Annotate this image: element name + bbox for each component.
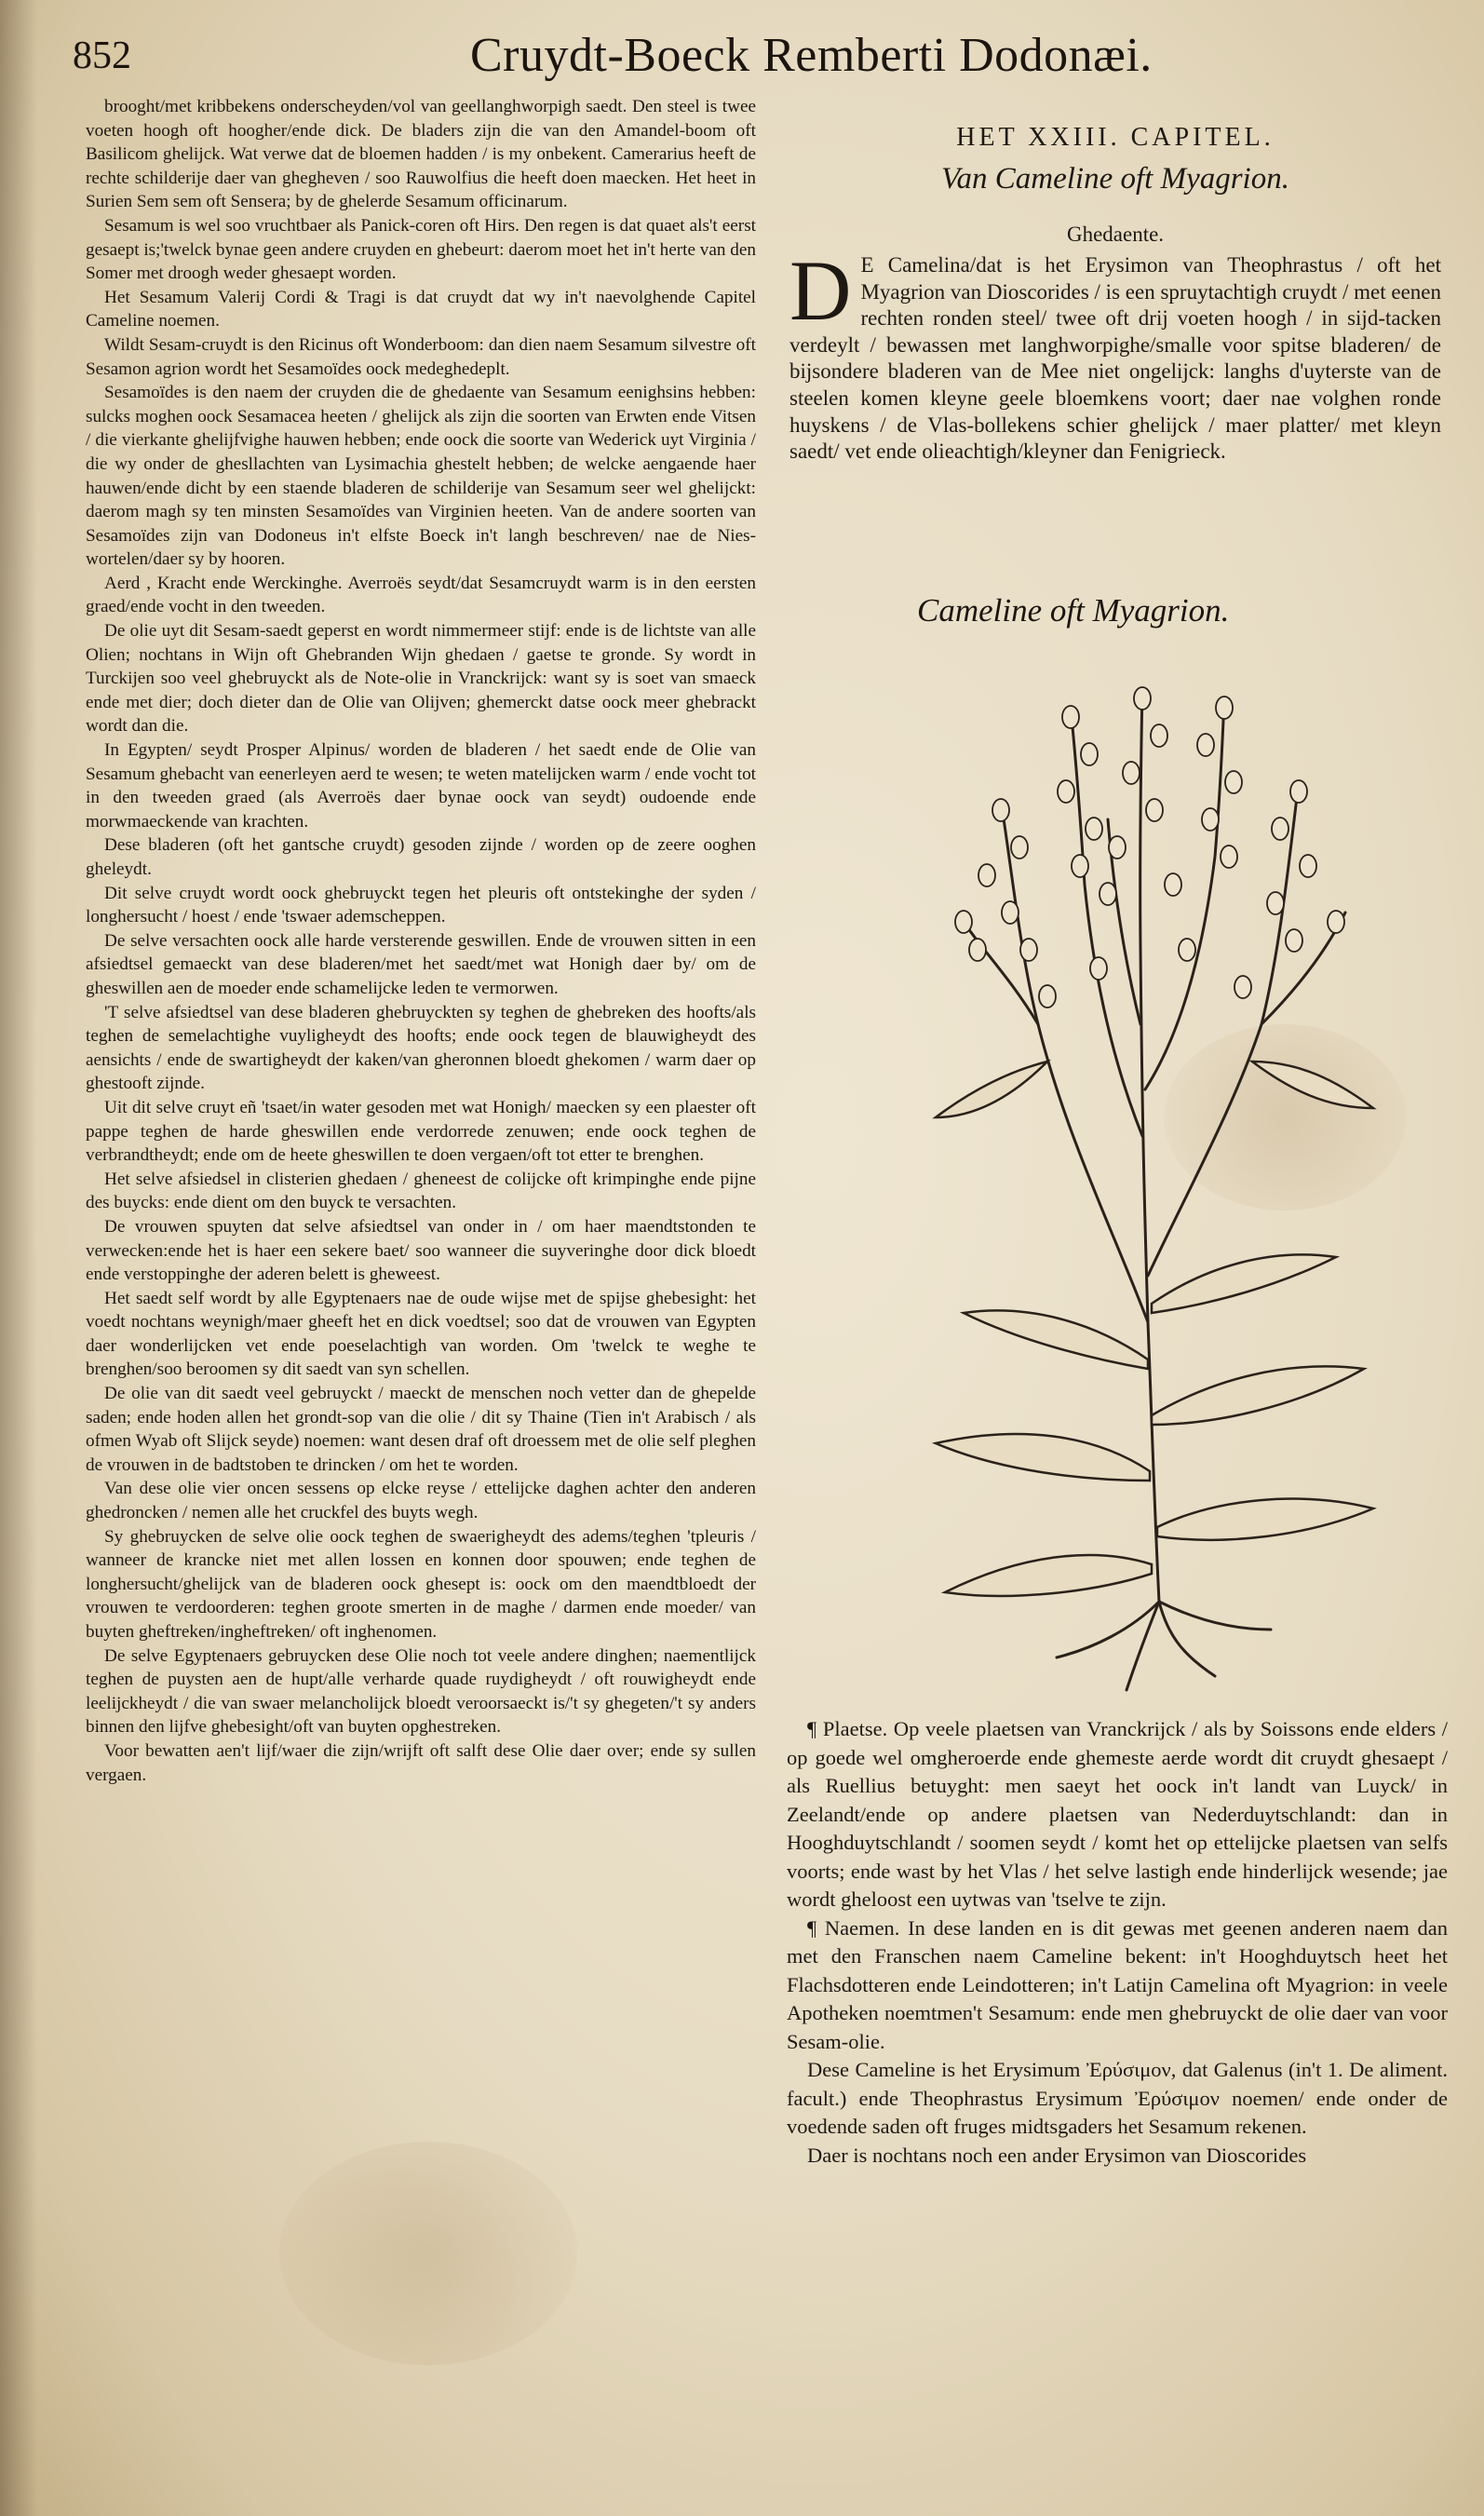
right-paragraph: ¶ Plaetse. Op veele plaetsen van Vranckrijck / als by Soissons ende elders / op goede wel omgheroerde ende ghemeste aerde wordt dit cruydt ghesaept / als Ruellius betuyght: men saeyt het oock in't landt van Luyck/ in Zeelandt/ende op andere plaetsen van Nederduytschlandt: dan in Hooghduytschlandt / soomen seydt / komt het op ettelijcke plaetsen van selfs voorts; ende wast by het Vlas / het selve lastigh ende hinderlijck wesende; jae wordt gheloost een uytwas van 'tselve te zijn.	[787, 1717, 1448, 1911]
left-paragraph: brooght/met kribbekens onderscheyden/vol van geellanghworpigh saedt. Den steel is twee voeten hoogh oft hoogher/ende dick. De bladers zijn die van den Amandel-boom oft Basilicom ghelijck. Wat verwe dat de bloemen hadden / is my onbekent. Camerarius heeft de rechte schilderije daer van ghegheven / soo Rauwolfius die heeft doen maecken. Het heet in Surien Sem sem oft Sensera; by de ghelerde Sesamum officinarum.	[86, 97, 756, 212]
right-lower-text	[787, 1715, 1448, 2170]
left-paragraph: Sesamoïdes is den naem der cruyden die de ghedaente van Sesamum eenighsins hebben: sulcks moghen oock Sesamacea heeten / ghelijck als zijn die soorten van Erwten ende Vitsen / die vierkante ghelijfvighe hauwen hebben; ende oock die soorte van Wederick uyt Virginia / die wy onder de ghesllachten van Lysimachia ghestelt hebben; de welcke aengaende haer hauwen/ende dicht by een staende bladeren de schilderije van Sesamum seer wel ghelijckt: daerom magh sy ten minsten Sesamoïdes van Virginien heeten. Van de andere soorten van Sesamoïdes zijn van Dodoneus in't elfste Boeck in't langh beschreven/ nae de Nies-wortelen/daer sy by hooren.	[86, 383, 756, 570]
left-paragraph: Sy ghebruycken de selve olie oock teghen de swaerigheydt des adems/teghen 'tpleuris / wanneer de krancke niet met allen lossen en konnen door spouwen; ende teghen de longhersucht/ghelijck van de bladeren oock ghesept is: oock om den maendtbloedt der vrouwen te verdoorderen: teghen groote smerten in de maghe / darmen ende moeder/ van buyten gheftreken/ingheftreken/ oft inghenomen.	[86, 1526, 756, 1642]
left-paragraph: De selve Egyptenaers gebruycken dese Olie noch tot veele andere dinghen; naementlijck teghen de puysten aen de hupt/alle verharde quade ruydigheydt / oft rouwigheydt ende leelijckheydt / die van swaer melancholijck bloedt veroorsaeckt is/'t sy ghegeten/'t sy anders binnen den lijfve ghebesight/oft van buyten opghestreken.	[86, 1645, 756, 1738]
left-paragraph: Sesamum is wel soo vruchtbaer als Panick-coren oft Hirs. Den regen is dat quaet als't eerst gesaept is;'twelck bynae geen andere cruyden en ghebeurt: daerom moet het in't herte van den Somer met droogh weder ghesaept worden.	[86, 215, 756, 284]
chapter-block	[789, 95, 1441, 466]
left-paragraph: Uit dit selve cruyt eñ 'tsaet/in water gesoden met wat Honigh/ maecken sy een plaester oft pappe teghen de harde gheswillen ende verdorrede zenuwen; ende oock teghen de verbrandtheydt; ende om de heete gheswillen te doen vergaen/oft tot etter te brenghen.	[86, 1097, 756, 1166]
leaf	[945, 1555, 1152, 1596]
right-paragraph: ¶ Naemen. In dese landen en is dit gewas met geenen anderen naem dan met den Franschen naem Cameline bekent: in't Hooghduytsch heet het Flachsdotteren ende Leindotteren; in't Latijn Camelina oft Myagrion: in veele Apotheken noemtmen't Sesamum: ende men ghebruyckt de olie daer van voor Sesam-olie.	[787, 1915, 1448, 2053]
section-label: Ghedaente.	[1066, 223, 1165, 246]
left-paragraph: In Egypten/ seydt Prosper Alpinus/ worden de bladeren / het saedt ende de Olie van Sesamum ghebacht van eenerleyen aerd te wesen; te weten matelijcken warm / ende vocht tot in den tweeden graed (als Averroës daer bynae oock van seydt) oudoende ende morwmaeckende van krachten.	[86, 740, 756, 832]
left-paragraph: Van dese olie vier oncen sessens op elcke reyse / ettelijcke daghen achter den anderen ghedroncken / nemen alle het cruckfel des buyts wegh.	[86, 1479, 756, 1523]
left-paragraph: De vrouwen spuyten dat selve afsiedtsel van onder in / om haer maendtstonden te verwecken:ende het is haer een sekere baet/ soo wanneer die suyveringhe door dick bloedt ende verstoppinghe der aderen belett is gheweest.	[86, 1216, 756, 1285]
chapter-subtitle: Van Cameline oft Myagrion.	[941, 162, 1289, 196]
left-paragraph: De olie uyt dit Sesam-saedt geperst en wordt nimmermeer stijf: ende is de lichtste van alle Olien; nochtans in Wijn oft Ghebranden Wijn ghedaen / gaetse te gronde. Sy wordt in Turckijen soo veel ghebruyckt als de Note-olie in Vranckrijck: want sy is soet van smaeck ende met dier; doch dieter dan de Olie van Olijven; ghemerckt datse oock meer ghebrackt wordt dan die.	[86, 621, 756, 737]
left-paragraph: Wildt Sesam-cruydt is den Ricinus oft Wonderboom: dan dien naem Sesamum silvestre oft Sesamon agrion wordt het Sesamoïdes oock medeghedeplt.	[86, 334, 756, 379]
left-paragraph: Dese bladeren (oft het gantsche cruydt) gesoden zijnde / worden op de zeere ooghen gheleydt.	[86, 835, 756, 879]
page-number: 852	[73, 34, 131, 77]
left-paragraph: De olie van dit saedt veel gebruyckt / maeckt de menschen noch vetter dan de ghepelde saden; ende hoden allen het grondt-sop van die olie / dit sy Thaine (Tien in't Arabisch / als ofmen Wyab oft Slijck seyde) noemen: want desen draf oft droessem met de olie self pleghen de vrouwen in de badtstoben te drincken / om het te worden.	[86, 1384, 756, 1475]
left-column	[86, 95, 756, 1787]
plant-woodcut-illustration	[908, 670, 1392, 1695]
left-paragraph: 'T selve afsiedtsel van dese bladeren ghebruyckten sy teghen de ghebreken des hoofts/als teghen de semelachtighe vuyligheydt des hoofts; ende oock tegen de blauwigheydt des aensichts / ende de swartigheydt der kaken/van gheronnen bloedt ghekomen / warm daer op ghestooft zijnde.	[86, 1002, 756, 1094]
left-paragraph: Aerd , Kracht ende Werckinghe. Averroës seydt/dat Sesamcruydt warm is in den eersten graed/ende vocht in den tweeden.	[86, 573, 756, 617]
chapter-heading: HET XXIII. CAPITEL.	[956, 123, 1275, 152]
paper-stain	[279, 2142, 577, 2365]
main-stem	[1140, 689, 1159, 1602]
left-paragraph: De selve versachten oock alle harde versterende geswillen. Ende de vrouwen sitten in een afsiedtsel gemaeckt van dese bladeren/met het saedt/met wat Honigh daer by/ om de gheswillen aen de moeder ende schamelijcke leden te vermorwen.	[86, 930, 756, 998]
gutter-shadow	[0, 0, 37, 2516]
right-paragraph: Daer is nochtans noch een ander Erysimon van Dioscorides	[807, 2143, 1307, 2167]
left-paragraph: Het saedt self wordt by alle Egyptenaers nae de oude wijse met de spijse ghebesight: het voedt nochtans weynigh/maer gheeft het en dick voedtsel; soo dat de vrouwen van Egypten daer wonderlijcken vet ende poeselachtigh van worden. Om 'twelck te weghe te brenghen/soo beroomen sy dit saedt van syn schellen.	[86, 1288, 756, 1380]
left-paragraph: Voor bewatten aen't lijf/waer die zijn/wrijft oft salft dese Olie daer over; ende sy sullen vergaen.	[86, 1740, 756, 1785]
right-paragraph: Dese Cameline is het Erysimum Ἐρύσιμον, dat Galenus (in't 1. De aliment. facult.) ende Theophrastus Erysimum Ἐρύσιμον noemen/ ende onder de voedende saden oft fruges midtsgaders het Sesamum rekenen.	[787, 2058, 1448, 2138]
figure-caption: Cameline oft Myagrion.	[917, 592, 1230, 629]
left-paragraph: Het Sesamum Valerij Cordi & Tragi is dat cruydt dat wy in't naevolghende Capitel Cameline noemen.	[86, 287, 756, 331]
left-paragraph: Dit selve cruydt wordt oock ghebruyckt tegen het pleuris oft ontstekinghe der syden / longhersucht / hoest / ende 'tswaer ademscheppen.	[86, 883, 756, 927]
root	[1057, 1602, 1159, 1657]
drop-cap: D	[789, 243, 852, 338]
running-head: Cruydt-Boeck Remberti Dodonæi.	[470, 29, 1153, 82]
left-paragraph: Het selve afsiedsel in clisterien ghedaen / gheneest de colijcke oft krimpinghe ende pijne des buycks: ende dient om den buyck te versachten.	[86, 1169, 756, 1213]
chapter-intro	[789, 243, 1441, 466]
intro-text: E Camelina/dat is het Erysimon van Theophrastus / oft het Myagrion van Dioscorides / is een spruytachtigh cruydt / met eenen rechten ronden steel/ twee oft drij voeten hoogh / in sijd-tacken verdeylt / bewassen met langhworpighe/smalle voor spitse bladeren/ de bijsondere bladeren van de Mee niet ongelijck: langhs d'uyterste van de steelen komen kleyne geele bloemkens voort; daer nae volghen ronde huyskens / de Vlas-bollekens schier ghelijck / maer platter/ met kleyn saedt/ vet ende olieachtigh/kleyner dan Fenigrieck.	[789, 253, 1441, 464]
